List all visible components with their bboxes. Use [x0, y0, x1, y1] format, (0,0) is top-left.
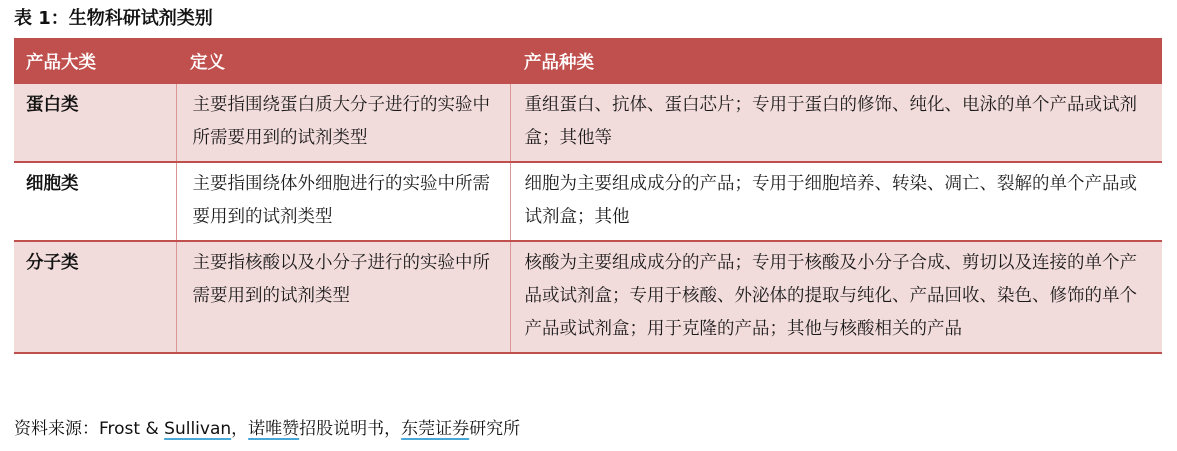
source-suffix: 研究所 — [469, 419, 521, 439]
header-products: 产品种类 — [510, 39, 1162, 83]
source-link-dongguan-securities[interactable]: 东莞证券 — [401, 419, 470, 439]
reagent-category-table — [14, 38, 1162, 354]
table-row — [14, 241, 1162, 353]
source-separator: ， — [231, 419, 249, 439]
source-link-vazyme[interactable]: 诺唯赞 — [248, 419, 300, 439]
source-prospectus: 招股说明书， — [299, 419, 402, 439]
row-definition: 主要指围绕蛋白质大分子进行的实验中所需要用到的试剂类型 — [176, 83, 510, 162]
row-category: 分子类 — [14, 241, 176, 353]
row-products: 核酸为主要组成成分的产品；专用于核酸及小分子合成、剪切以及连接的单个产品或试剂盒；专用于核酸、外泌体的提取与纯化、产品回收、染色、修饰的单个产品或试剂盒；用于克隆的产品；其他与核酸相关的产品 — [510, 241, 1162, 353]
source-note — [14, 414, 520, 444]
row-definition: 主要指围绕体外细胞进行的实验中所需要用到的试剂类型 — [176, 162, 510, 241]
row-products: 重组蛋白、抗体、蛋白芯片；专用于蛋白的修饰、纯化、电泳的单个产品或试剂盒；其他等 — [510, 83, 1162, 162]
header-definition: 定义 — [176, 39, 510, 83]
row-definition: 主要指核酸以及小分子进行的实验中所需要用到的试剂类型 — [176, 241, 510, 353]
table-row — [14, 162, 1162, 241]
source-prefix: 资料来源：Frost & — [14, 419, 165, 439]
row-category: 细胞类 — [14, 162, 176, 241]
table-title: 表 1：生物科研试剂类别 — [14, 8, 213, 29]
header-category: 产品大类 — [14, 39, 176, 83]
row-products: 细胞为主要组成成分的产品；专用于细胞培养、转染、凋亡、裂解的单个产品或试剂盒；其他 — [510, 162, 1162, 241]
source-link-sullivan[interactable]: Sullivan — [164, 419, 232, 439]
table-row — [14, 83, 1162, 162]
row-category: 蛋白类 — [14, 83, 176, 162]
table-header-row — [14, 39, 1162, 83]
